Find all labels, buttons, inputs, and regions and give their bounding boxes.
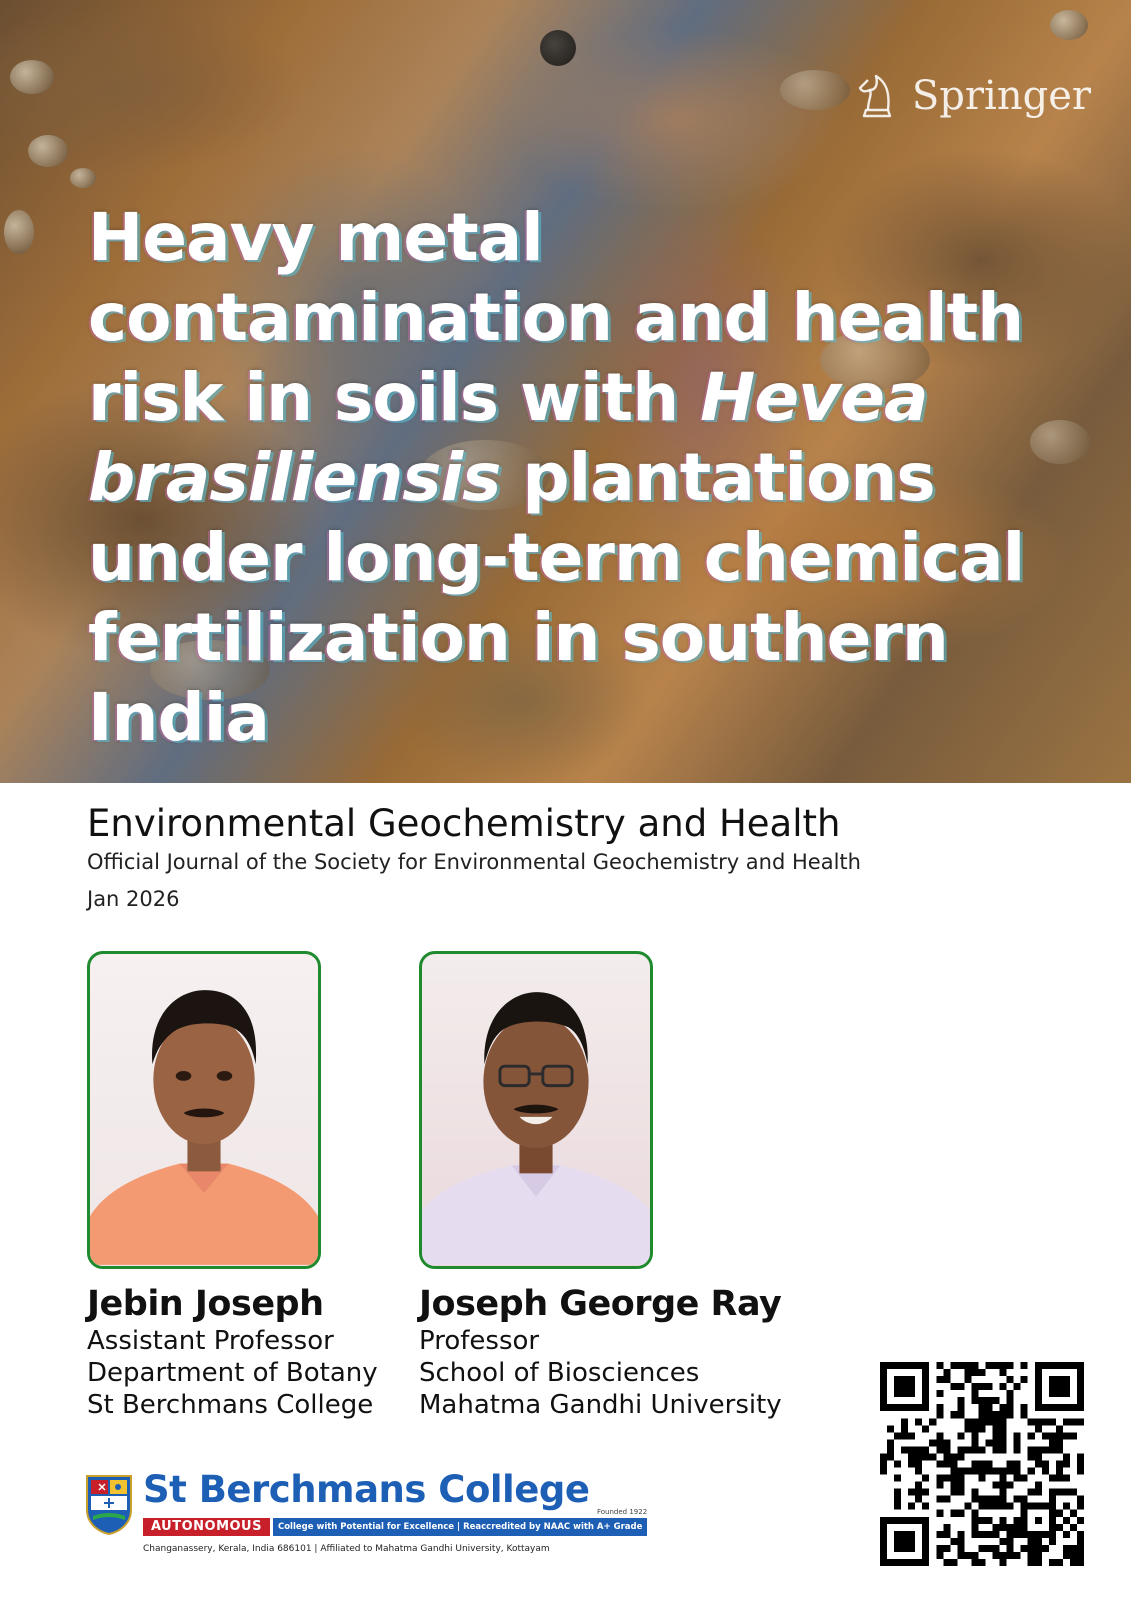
springer-wordmark: Springer [911,73,1091,119]
hero-banner [0,0,1131,783]
college-status-bar [143,1518,647,1536]
springer-logo [850,70,1091,122]
journal-name: Environmental Geochemistry and Health [87,802,841,845]
author-institution: St Berchmans College [87,1390,374,1420]
author-card-jebin-joseph [87,1283,378,1421]
title-text-start: Heavy metal contamination and health risk in soils with [88,199,1024,436]
author-role: Assistant Professor [87,1326,334,1356]
qr-code[interactable] [880,1362,1084,1566]
journal-subtitle: Official Journal of the Society for Environmental Geochemistry and Health [87,850,861,874]
author-department: Department of Botany [87,1358,378,1388]
author-photo-jebin-joseph [87,951,321,1269]
college-crest-icon [83,1472,135,1536]
author-card-joseph-george-ray [419,1283,782,1421]
qr-code-icon [880,1362,1084,1566]
springer-chess-knight-icon [850,70,902,122]
author-photo-joseph-george-ray [419,951,653,1269]
college-name: St Berchmans College [143,1468,590,1511]
author-role: Professor [419,1326,540,1356]
college-address: Changanassery, Kerala, India 686101 | Affiliated to Mahatma Gandhi University, Kottayam [143,1544,550,1554]
author-department: School of Biosciences [419,1358,700,1388]
portrait-illustration [90,954,318,1266]
college-logo [83,1468,648,1568]
author-name: Joseph George Ray [419,1284,782,1324]
author-institution: Mahatma Gandhi University [419,1390,782,1420]
publication-date: Jan 2026 [87,887,180,911]
title-species-name: Hevea brasiliensis [88,359,928,516]
college-accreditation: College with Potential for Excellence | Reaccredited by NAAC with A+ Grade [273,1518,647,1536]
college-founded: Founded 1922 [597,1508,648,1516]
autonomous-label: AUTONOMOUS [143,1518,270,1536]
portrait-illustration [422,954,650,1266]
author-name: Jebin Joseph [87,1284,324,1324]
title-text-end: plantations under long-term chemical fertilization in southern India [88,439,1025,756]
article-title [88,198,1048,758]
